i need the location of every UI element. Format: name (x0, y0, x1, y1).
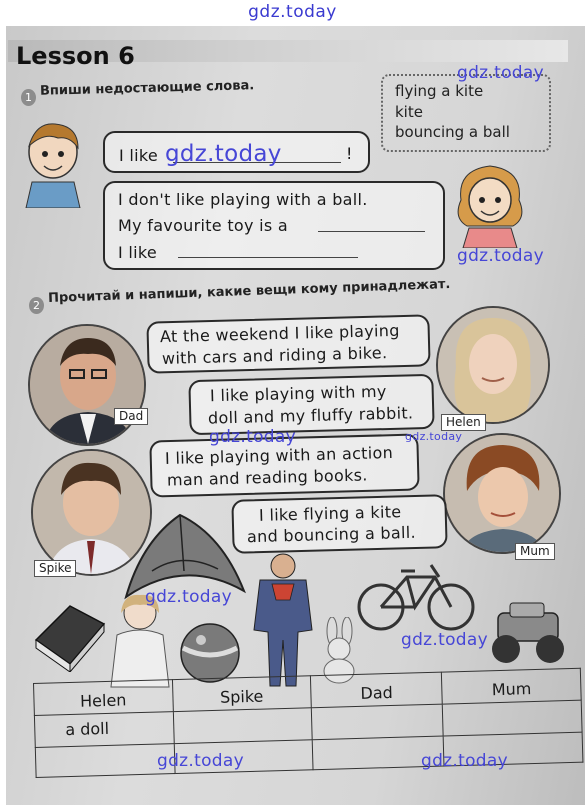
bicycle-illustration (357, 553, 476, 632)
table-header-dad: Dad (310, 672, 442, 708)
boy-cartoon-illustration (20, 116, 86, 208)
watermark: gdz.today (401, 630, 488, 650)
table-header-helen: Helen (34, 680, 173, 716)
action-man-illustration (246, 550, 320, 690)
task1-number: 1 (21, 89, 36, 106)
spike-speech-line: man and reading books. (166, 465, 368, 490)
watermark: gdz.today (165, 141, 282, 167)
helen-photo (436, 306, 550, 424)
table-cell[interactable]: a doll (34, 712, 173, 748)
task1-bubble1-end: ! (346, 144, 353, 163)
answer-blank[interactable] (178, 257, 358, 258)
helen-name-tag: Helen (441, 414, 486, 431)
girl-cartoon-illustration (453, 160, 527, 248)
spike-name-tag: Spike (34, 560, 76, 577)
word-box-item: kite (395, 103, 423, 121)
table-header-mum: Mum (442, 668, 581, 704)
toy-car-illustration (488, 599, 568, 667)
table-header-spike: Spike (172, 676, 311, 712)
helen-speech-line: I like playing with my (209, 381, 387, 406)
task2-number: 2 (29, 297, 44, 314)
watermark: gdz.today (145, 587, 232, 607)
task1-bubble2-line: I like (118, 243, 158, 262)
table-cell[interactable] (35, 744, 174, 778)
watermark: gdz.today (157, 751, 244, 771)
task1-bubble2-line: I don't like playing with a ball. (118, 190, 368, 209)
watermark: gdz.today (457, 63, 544, 83)
helen-speech-line: doll and my fluffy rabbit. (207, 403, 414, 428)
task1-bubble1-text: I like (119, 146, 159, 165)
spike-speech-line: I like playing with an action (164, 443, 394, 468)
watermark: gdz.today (457, 246, 544, 266)
mum-speech-line: I like flying a kite (258, 502, 402, 525)
word-box-item: bouncing a ball (395, 123, 510, 141)
dad-speech-line: with cars and riding a bike. (161, 343, 388, 368)
answer-blank[interactable] (318, 231, 425, 232)
mum-name-tag: Mum (515, 543, 555, 560)
top-watermark: gdz.today (248, 2, 337, 22)
watermark: gdz.today (209, 427, 296, 447)
task1-instruction: Впиши недостающие слова. (39, 78, 255, 99)
book-illustration (34, 600, 106, 672)
task1-bubble2-line: My favourite toy is a (118, 216, 289, 235)
word-box-item: flying a kite (395, 82, 484, 100)
watermark: gdz.today (421, 751, 508, 771)
table-cell[interactable] (173, 708, 312, 744)
dad-name-tag: Dad (114, 408, 148, 425)
watermark: gdz.today (405, 430, 463, 443)
mum-photo (443, 433, 561, 554)
dad-photo (28, 324, 146, 446)
mum-speech-line: and bouncing a ball. (246, 522, 417, 547)
ball-illustration (179, 622, 241, 684)
table-cell[interactable] (311, 704, 443, 740)
lesson-title: Lesson 6 (16, 42, 135, 70)
dad-speech-line: At the weekend I like playing (159, 320, 400, 347)
task2-instruction: Прочитай и напиши, какие вещи кому принадлежат. (47, 276, 451, 307)
table-cell[interactable] (443, 700, 582, 736)
